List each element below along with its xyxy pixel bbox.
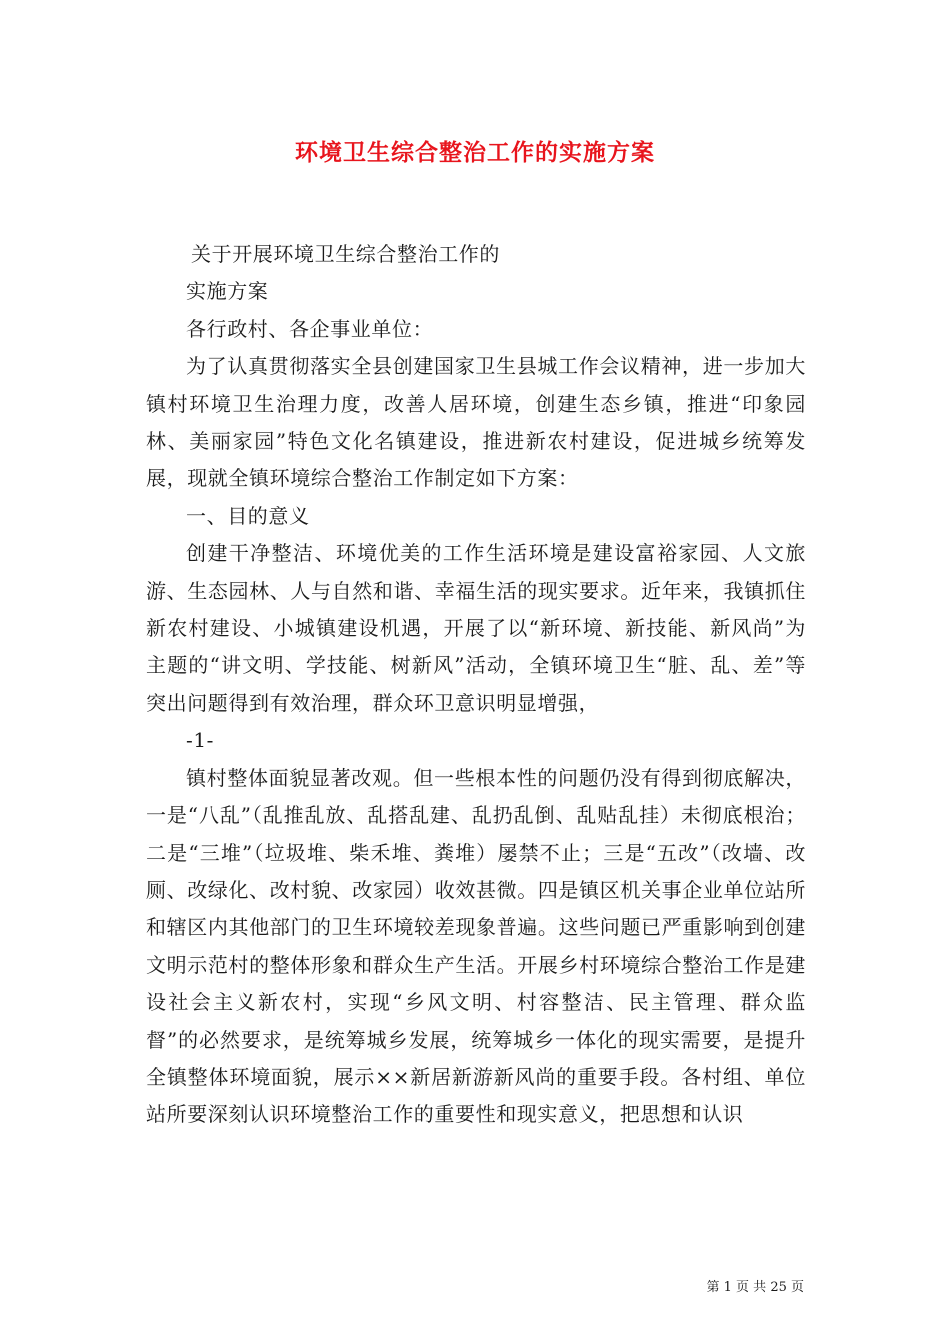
- paragraph-intro: 为了认真贯彻落实全县创建国家卫生县城工作会议精神，进一步加大镇村环境卫生治理力度，改善人居环境，创建生态乡镇，推进“印象园林、美丽家园”特色文化名镇建设，推进新农村建设，促进城乡统筹发展，现就全镇环境综合整治工作制定如下方案：: [146, 354, 806, 491]
- salutation: 各行政村、各企事业单位：: [186, 316, 434, 341]
- document-title: 环境卫生综合整治工作的实施方案: [295, 139, 655, 166]
- inline-page-marker: -1-: [186, 728, 215, 753]
- heading-line-2: 实施方案: [186, 279, 269, 304]
- paragraph-problems: 镇村整体面貌显著改观。但一些根本性的问题仍没有得到彻底解决，一是“八乱”（乱推乱放、乱搭乱建、乱扔乱倒、乱贴乱挂）未彻底根治；二是“三堆”（垃圾堆、柴禾堆、粪堆）屡禁不止；三是“五改”（改墙、改厕、改绿化、改村貌、改家园）收效甚微。四是镇区机关事企业单位站所和辖区内其他部门的卫生环境较差现象普遍。这些问题已严重影响到创建文明示范村的整体形象和群众生产生活。开展乡村环境综合整治工作是建设社会主义新农村，实现“乡风文明、村容整洁、民主管理、群众监督”的必然要求，是统筹城乡发展，统筹城乡一体化的现实需要，是提升全镇整体环境面貌，展示××新居新游新风尚的重要手段。各村组、单位站所要深刻认识环境整治工作的重要性和现实意义，把思想和认识: [146, 765, 806, 1127]
- document-body: [146, 236, 806, 1134]
- paragraph-purpose: 创建干净整洁、环境优美的工作生活环境是建设富裕家园、人文旅游、生态园林、人与自然和谐、幸福生活的现实要求。近年来，我镇抓住新农村建设、小城镇建设机遇，开展了以“新环境、新技能、新风尚”为主题的“讲文明、学技能、树新风”活动，全镇环境卫生“脏、乱、差”等突出问题得到有效治理，群众环卫意识明显增强，: [146, 541, 806, 715]
- section-heading-purpose: 一、目的意义: [186, 503, 310, 528]
- heading-line-1: 关于开展环境卫生综合整治工作的: [191, 242, 500, 266]
- page-footer: 第 1 页 共 25 页: [706, 1280, 804, 1295]
